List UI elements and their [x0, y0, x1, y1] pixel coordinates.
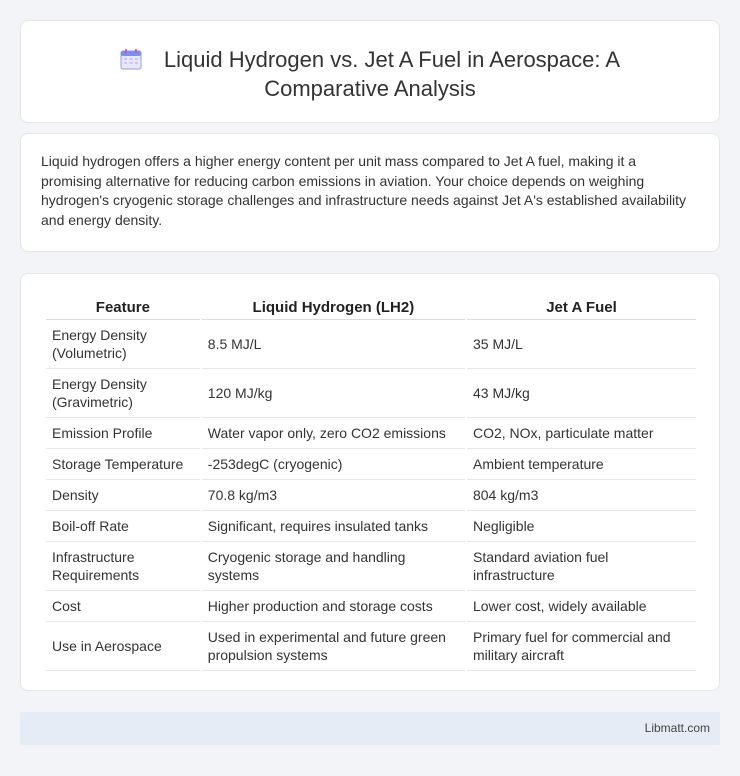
jet-a-cell: Standard aviation fuel infrastructure — [467, 542, 696, 591]
lh2-cell: Higher production and storage costs — [202, 591, 465, 622]
lh2-cell: Cryogenic storage and handling systems — [202, 542, 465, 591]
feature-cell: Density — [46, 480, 200, 511]
page-title — [21, 45, 719, 103]
comparison-table — [44, 295, 698, 671]
table-row — [46, 320, 696, 369]
jet-a-cell: 35 MJ/L — [467, 320, 696, 369]
jet-a-cell: Negligible — [467, 511, 696, 542]
lh2-cell: 120 MJ/kg — [202, 369, 465, 418]
calendar-icon — [120, 48, 142, 70]
table-row — [46, 591, 696, 622]
page-title-text: Liquid Hydrogen vs. Jet A Fuel in Aerospace: A Comparative Analysis — [163, 47, 621, 101]
table-row — [46, 511, 696, 542]
table-card — [20, 273, 720, 691]
lh2-cell: 70.8 kg/m3 — [202, 480, 465, 511]
header-liquid-hydrogen: Liquid Hydrogen (LH2) — [202, 295, 465, 320]
footer-brand[interactable]: Libmatt.com — [644, 721, 710, 735]
lh2-cell: 8.5 MJ/L — [202, 320, 465, 369]
lh2-cell: Used in experimental and future green propulsion systems — [202, 622, 465, 671]
table-row — [46, 622, 696, 671]
table-row — [46, 418, 696, 449]
table-row — [46, 369, 696, 418]
feature-cell: Energy Density (Volumetric) — [46, 320, 200, 369]
feature-cell: Infrastructure Requirements — [46, 542, 200, 591]
table-row — [46, 542, 696, 591]
title-card — [20, 20, 720, 123]
jet-a-cell: Primary fuel for commercial and military aircraft — [467, 622, 696, 671]
table-row — [46, 480, 696, 511]
jet-a-cell: 43 MJ/kg — [467, 369, 696, 418]
jet-a-cell: Ambient temperature — [467, 449, 696, 480]
lh2-cell: Water vapor only, zero CO2 emissions — [202, 418, 465, 449]
jet-a-cell: CO2, NOx, particulate matter — [467, 418, 696, 449]
summary-card — [20, 133, 720, 252]
feature-cell: Boil-off Rate — [46, 511, 200, 542]
footer — [20, 712, 720, 745]
feature-cell: Use in Aerospace — [46, 622, 200, 671]
feature-cell: Energy Density (Gravimetric) — [46, 369, 200, 418]
jet-a-cell: 804 kg/m3 — [467, 480, 696, 511]
feature-cell: Emission Profile — [46, 418, 200, 449]
table-row — [46, 449, 696, 480]
feature-cell: Storage Temperature — [46, 449, 200, 480]
summary-text: Liquid hydrogen offers a higher energy content per unit mass compared to Jet A fuel, making it a promising alternative for reducing carbon emissions in aviation. Your choice depends on weighing hydrogen's cryogenic storage challenges and infrastructure needs against Jet A's established availability and energy density. — [41, 153, 687, 228]
jet-a-cell: Lower cost, widely available — [467, 591, 696, 622]
feature-cell: Cost — [46, 591, 200, 622]
header-feature: Feature — [46, 295, 200, 320]
header-jet-a: Jet A Fuel — [467, 295, 696, 320]
lh2-cell: Significant, requires insulated tanks — [202, 511, 465, 542]
table-header-row — [46, 295, 696, 320]
lh2-cell: -253degC (cryogenic) — [202, 449, 465, 480]
